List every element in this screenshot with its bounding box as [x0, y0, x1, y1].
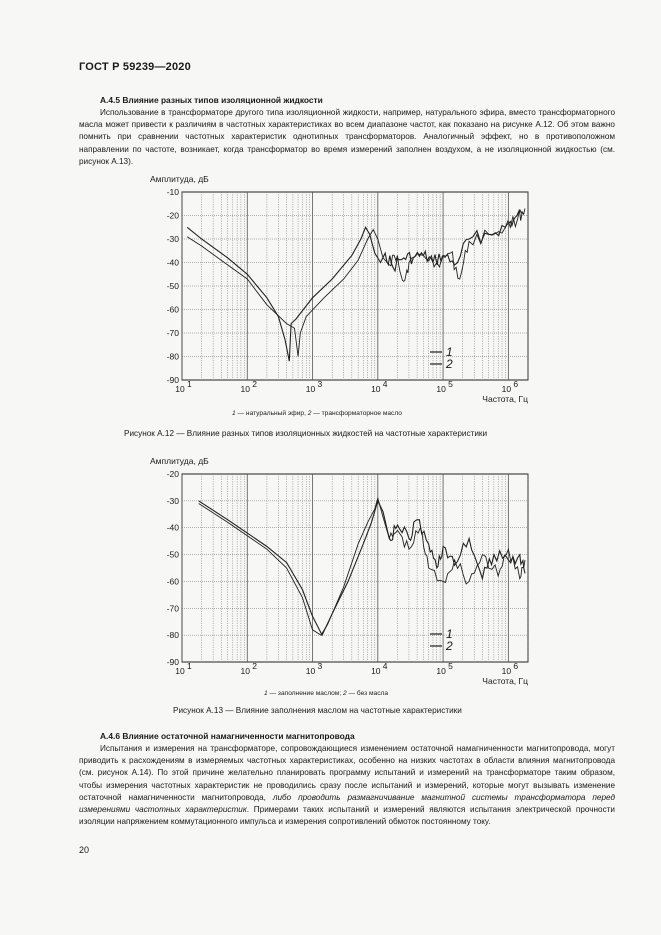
figure-a12-legend-caption [232, 410, 402, 417]
y-tick-label: -40 [166, 522, 179, 533]
legend-label-1: 1 [446, 345, 453, 359]
x-tick-exponent: 1 [187, 379, 192, 389]
page-number: 20 [79, 845, 90, 855]
y-tick-label: -80 [166, 630, 179, 641]
section-a46-text-italic: либо проводить размагничивание магнитной системы трансформатора перед измерениями частотных характеристик [79, 792, 616, 815]
y-tick-label: -10 [166, 187, 179, 197]
legend-number-1: 1 [232, 410, 236, 417]
x-tick-label: 10 [371, 666, 381, 676]
x-tick-label: 10 [501, 384, 512, 394]
legend-number-2: 2 [342, 690, 347, 697]
x-tick-label: 10 [501, 666, 512, 676]
y-tick-label: -70 [166, 328, 179, 338]
y-tick-label: -90 [166, 375, 179, 385]
y-tick-label: -30 [166, 234, 179, 244]
section-a45-text: Использование в трансформаторе другого типа изоляционной жидкости, например, натурального эфира, вместо трансформаторного масла может привести к различиям в частотных характеристиках во всем диапазоне частот, как показано на рисунке А.12. Об этом важно помнить при сравнении частотных характеристик однотипных трансформаторов. Аналогичный эффект, но в противоположном направлении по частоте, возникает, когда трансформатор во время измерений заполнен воздухом, а не изоляционной жидкостью (см. рисунок А.13). [79, 108, 615, 166]
x-tick-exponent: 6 [513, 379, 519, 389]
x-tick-label: 10 [240, 666, 251, 676]
y-axis-label: Амплитуда, дБ [150, 456, 209, 466]
x-tick-label: 10 [175, 384, 185, 394]
y-axis-label: Амплитуда, дБ [150, 174, 209, 184]
x-tick-label: 10 [240, 384, 251, 394]
y-tick-label: -80 [166, 351, 179, 362]
section-a46-text [79, 743, 615, 828]
legend-label-2: 2 [446, 639, 453, 653]
y-tick-label: -20 [166, 210, 179, 221]
x-tick-exponent: 6 [513, 661, 519, 671]
legend-text-1: — натуральный эфир, [235, 410, 308, 417]
legend-text-2: — трансформаторное масло [311, 410, 402, 417]
y-tick-label: -60 [166, 576, 179, 587]
section-a46-title: А.4.6 Влияние остаточной намагниченности магнитопровода [100, 731, 355, 741]
y-tick-label: -20 [166, 469, 179, 479]
x-axis-label: Частота, Гц [482, 676, 528, 686]
y-tick-label: -60 [166, 304, 179, 315]
x-tick-exponent: 4 [382, 661, 388, 671]
x-tick-label: 10 [436, 666, 446, 676]
section-a46-text-part1: Испытания и измерения на трансформаторе, сопровождающиеся изменением остаточной намагниченности магнитопровода, могут приводить к расхождениям в измеряемых частотных характеристиках, особенно на низких частотах в области влияния магнитопровода (см. рисунок А.14). По этой причине желательно планировать программу испытаний и измерений на трансформаторе таким образом, чтобы измерения частотных характеристик не проводились сразу после испытаний и измерений, которые могут вызывать изменение остаточной намагниченности магнитопровода, [79, 744, 615, 802]
figure-a13-legend-caption [264, 690, 388, 697]
y-tick-label: -50 [166, 549, 179, 560]
x-tick-label: 10 [175, 666, 185, 676]
section-a45-title: А.4.5 Влияние разных типов изоляционной жидкости [100, 95, 323, 105]
legend-text-1: — заполнение маслом; [267, 690, 343, 697]
x-tick-exponent: 1 [187, 661, 192, 671]
x-tick-label: 10 [305, 666, 316, 676]
y-tick-label: -70 [166, 603, 179, 614]
x-tick-exponent: 5 [448, 379, 453, 389]
x-tick-exponent: 3 [317, 661, 323, 671]
x-tick-exponent: 3 [317, 379, 323, 389]
x-tick-exponent: 5 [448, 661, 453, 671]
legend-text-2: — без масла [346, 690, 389, 697]
y-tick-label: -30 [166, 495, 179, 506]
x-tick-label: 10 [436, 384, 446, 394]
x-axis-label: Частота, Гц [482, 394, 528, 404]
document-header: ГОСТ Р 59239—2020 [79, 61, 191, 73]
y-tick-label: -90 [166, 657, 179, 667]
section-a46-text-part2: . Примерами таких испытаний и измерений являются испытания электрической прочности изоляции напряжением коммутационного импульса и измерения сопротивлений обмоток постоянному току. [79, 805, 616, 827]
x-tick-exponent: 2 [252, 661, 258, 671]
y-tick-label: -40 [166, 257, 179, 268]
y-tick-label: -50 [166, 281, 179, 291]
figure-a12-caption: Рисунок А.12 — Влияние разных типов изоляционных жидкостей на частотные характеристики [124, 429, 488, 438]
x-tick-label: 10 [371, 384, 381, 394]
figure-a13-svg [150, 454, 550, 686]
figure-a12-chart [150, 172, 550, 404]
figure-a13-caption: Рисунок А.13 — Влияние заполнения маслом на частотные характеристики [173, 706, 462, 715]
legend-label-1: 1 [446, 627, 453, 641]
legend-label-2: 2 [446, 357, 453, 371]
x-tick-exponent: 4 [382, 379, 388, 389]
x-tick-exponent: 2 [252, 379, 258, 389]
legend-number-2: 2 [307, 410, 312, 417]
figure-a13-chart [150, 454, 550, 686]
figure-a12-svg [150, 172, 550, 404]
x-tick-label: 10 [305, 384, 316, 394]
legend-number-1: 1 [264, 690, 268, 697]
